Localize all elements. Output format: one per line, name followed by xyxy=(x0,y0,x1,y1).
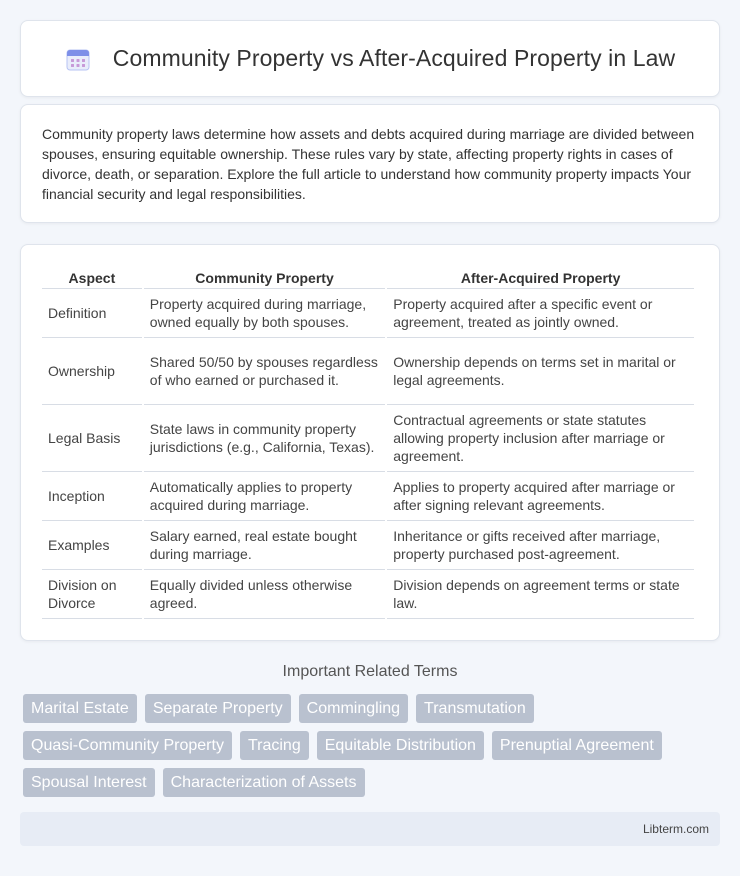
tag-marital-estate[interactable]: Marital Estate xyxy=(23,694,137,723)
page-title: Community Property vs After-Acquired Property in Law xyxy=(112,45,676,71)
related-terms-list xyxy=(23,694,723,805)
header-card xyxy=(20,20,720,97)
tag-row xyxy=(23,731,723,760)
table-row xyxy=(42,405,694,472)
table-row xyxy=(42,472,694,521)
tag-spousal-interest[interactable]: Spousal Interest xyxy=(23,768,155,797)
row-aspect: Definition xyxy=(42,289,142,338)
footer xyxy=(20,812,720,846)
table-header-row xyxy=(42,261,694,289)
tag-characterization-of-assets[interactable]: Characterization of Assets xyxy=(163,768,365,797)
tag-prenuptial-agreement[interactable]: Prenuptial Agreement xyxy=(492,731,662,760)
row-community: Property acquired during marriage, owned equally by both spouses. xyxy=(144,289,385,338)
related-terms-title: Important Related Terms xyxy=(282,663,458,680)
table-row xyxy=(42,570,694,619)
tag-row xyxy=(23,768,723,797)
header-community-property: Community Property xyxy=(144,261,385,289)
tag-separate-property[interactable]: Separate Property xyxy=(145,694,291,723)
header-after-acquired-property: After-Acquired Property xyxy=(387,261,694,289)
row-community: Equally divided unless otherwise agreed. xyxy=(144,570,385,619)
tag-transmutation[interactable]: Transmutation xyxy=(416,694,534,723)
row-after-acquired: Ownership depends on terms set in marital or legal agreements. xyxy=(387,338,694,405)
tag-commingling[interactable]: Commingling xyxy=(299,694,408,723)
row-community: Shared 50/50 by spouses regardless of who earned or purchased it. xyxy=(144,338,385,405)
row-community: Automatically applies to property acquired during marriage. xyxy=(144,472,385,521)
row-community: State laws in community property jurisdictions (e.g., California, Texas). xyxy=(144,405,385,472)
row-aspect: Examples xyxy=(42,521,142,570)
tag-quasi-community-property[interactable]: Quasi-Community Property xyxy=(23,731,232,760)
tag-tracing[interactable]: Tracing xyxy=(240,731,309,760)
row-after-acquired: Applies to property acquired after marriage or after signing relevant agreements. xyxy=(387,472,694,521)
row-aspect: Legal Basis xyxy=(42,405,142,472)
table-row xyxy=(42,338,694,405)
tag-row xyxy=(23,694,723,723)
row-community: Salary earned, real estate bought during marriage. xyxy=(144,521,385,570)
table-row xyxy=(42,521,694,570)
tag-equitable-distribution[interactable]: Equitable Distribution xyxy=(317,731,484,760)
row-aspect: Division on Divorce xyxy=(42,570,142,619)
header-aspect: Aspect xyxy=(42,261,142,289)
row-after-acquired: Division depends on agreement terms or state law. xyxy=(387,570,694,619)
row-after-acquired: Contractual agreements or state statutes allowing property inclusion after marriage or agreement. xyxy=(387,405,694,472)
row-after-acquired: Property acquired after a specific event or agreement, treated as jointly owned. xyxy=(387,289,694,338)
comparison-table xyxy=(40,261,696,619)
table-row xyxy=(42,289,694,338)
intro-card xyxy=(20,104,720,223)
row-aspect: Inception xyxy=(42,472,142,521)
comparison-card xyxy=(20,244,720,641)
footer-brand[interactable]: Libterm.com xyxy=(642,822,709,836)
calendar-icon xyxy=(65,46,91,72)
row-after-acquired: Inheritance or gifts received after marriage, property purchased post-agreement. xyxy=(387,521,694,570)
intro-text: Community property laws determine how assets and debts acquired during marriage are divided between spouses, ensuring equitable ownership. These rules vary by state, affecting property rights in cases of divorce, death, or separation. Explore the full article to understand how community property impacts Your financial security and legal responsibilities. xyxy=(42,126,695,202)
row-aspect: Ownership xyxy=(42,338,142,405)
